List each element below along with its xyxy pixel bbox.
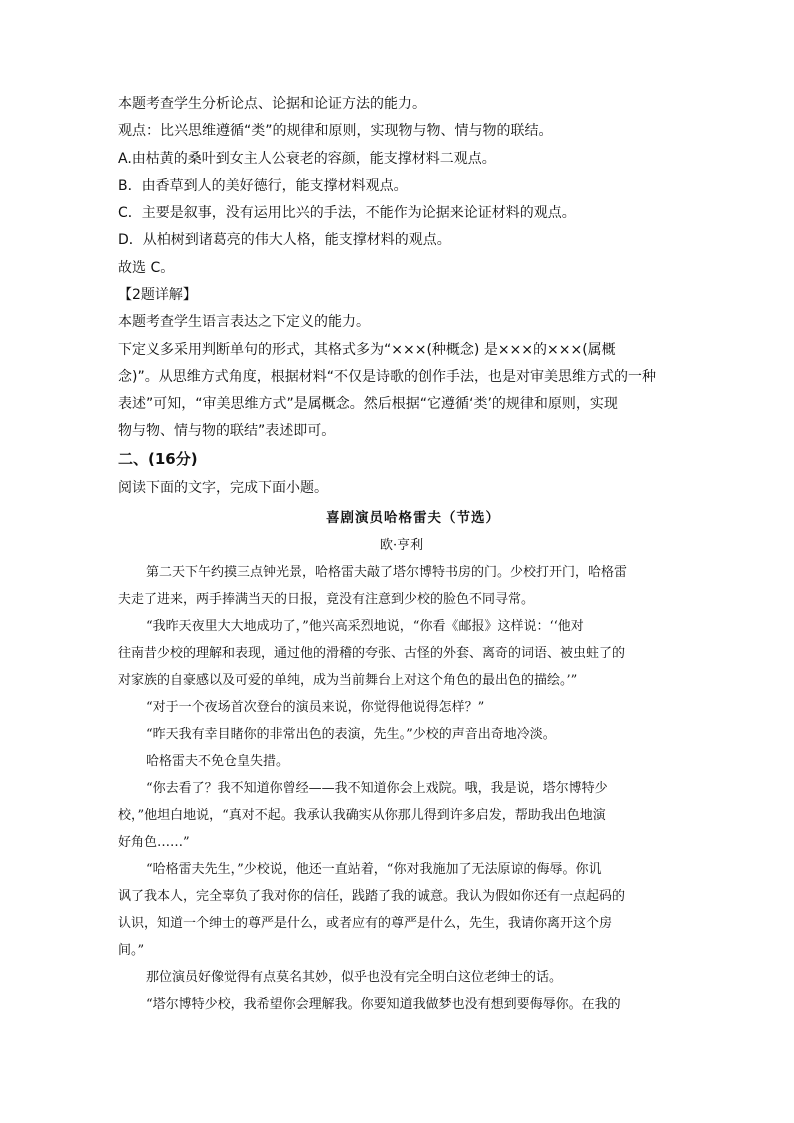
q2-heading: 【2题详解】	[118, 287, 197, 303]
answer-line: 故选 C。	[118, 260, 175, 276]
option-d-analysis: D．从柏树到诸葛亮的伟大人格，能支撑材料的观点。	[118, 232, 451, 248]
passage-line: 校，”他坦白地说，“真对不起。我承认我确实从你那儿得到许多启发，帮助我出色地演	[118, 808, 606, 823]
passage-line: 好角色……”	[118, 835, 190, 850]
option-c-analysis: C．主要是叙事，没有运用比兴的手法，不能作为论据来论证材料的观点。	[118, 205, 576, 221]
passage-line: 哈格雷夫不免仓皇失措。	[146, 754, 290, 769]
passage-line: 认识，知道一个绅士的尊严是什么，或者应有的尊严是什么，先生，我请你离开这个房	[118, 916, 613, 931]
analysis-line-q2-2: 下定义多采用判断单句的形式，其格式多为“×××(种概念) 是×××的×××(属概	[118, 342, 616, 358]
passage-line: 往南昔少校的理解和表现，通过他的滑稽的夸张、古怪的外套、离奇的词语、被虫蛀了的	[118, 646, 626, 661]
analysis-line-q2-4: 表述”可知，“审美思维方式”是属概念。然后根据“它遵循‘类’的规律和原则，实现	[118, 396, 618, 412]
passage-line: “你去看了？我不知道你曾经——我不知道你会上戏院。哦，我是说，塔尔博特少	[146, 781, 608, 796]
passage-title: 喜剧演员哈格雷夫（节选）	[326, 510, 500, 526]
passage-line: “昨天我有幸目睹你的非常出色的表演，先生。”少校的声音出奇地冷淡。	[146, 727, 556, 742]
analysis-line-q2-3: 念)”。从思维方式角度，根据材料“不仅是诗歌的创作手法，也是对审美思维方式的一种	[118, 369, 656, 385]
passage-line: “哈格雷夫先生，”少校说，他还一直站着，“你对我施加了无法原谅的侮辱。你讥	[146, 862, 602, 877]
section-instruction: 阅读下面的文字，完成下面小题。	[118, 480, 328, 496]
passage-line: 间。”	[118, 943, 145, 958]
passage-author: 欧·亨利	[380, 538, 424, 553]
option-b-analysis: B．由香草到人的美好德行，能支撑材料观点。	[118, 178, 408, 194]
analysis-viewpoint: 观点：比兴思维遵循“类”的规律和原则，实现物与物、情与物的联结。	[118, 123, 553, 139]
passage-line: 第二天下午约摸三点钟光景，哈格雷夫敲了塔尔博特书房的门。少校打开门，哈格雷	[146, 565, 628, 580]
option-a-analysis: A.由枯黄的桑叶到女主人公衰老的容颜，能支撑材料二观点。	[118, 151, 496, 167]
passage-line: 讽了我本人，完全辜负了我对你的信任，践踏了我的诚意。我认为假如你还有一点起码的	[118, 889, 626, 904]
passage-line: 对家族的自豪感以及可爱的单纯，成为当前舞台上对这个角色的最出色的描绘。’”	[118, 673, 578, 688]
passage-line: “对于一个夜场首次登台的演员来说，你觉得他说得怎样？”	[146, 700, 485, 715]
passage-line: 那位演员好像觉得有点莫名其妙，似乎也没有完全明白这位老绅士的话。	[146, 970, 563, 985]
passage-line: “我昨天夜里大大地成功了，”他兴高采烈地说，“你看《邮报》这样说：‘‘他对	[146, 619, 584, 634]
analysis-line-q2-5: 物与物、情与物的联结”表述即可。	[118, 423, 336, 439]
passage-line: 夫走了进来，两手捧满当天的日报，竟没有注意到少校的脸色不同寻常。	[118, 592, 535, 607]
passage-line: “塔尔博特少校，我希望你会理解我。你要知道我做梦也没有想到要侮辱你。在我的	[146, 997, 621, 1012]
section-heading: 二、(16分)	[118, 450, 198, 468]
analysis-line-q2-1: 本题考查学生语言表达之下定义的能力。	[118, 314, 370, 330]
analysis-line-1: 本题考查学生分析论点、论据和论证方法的能力。	[118, 96, 426, 112]
